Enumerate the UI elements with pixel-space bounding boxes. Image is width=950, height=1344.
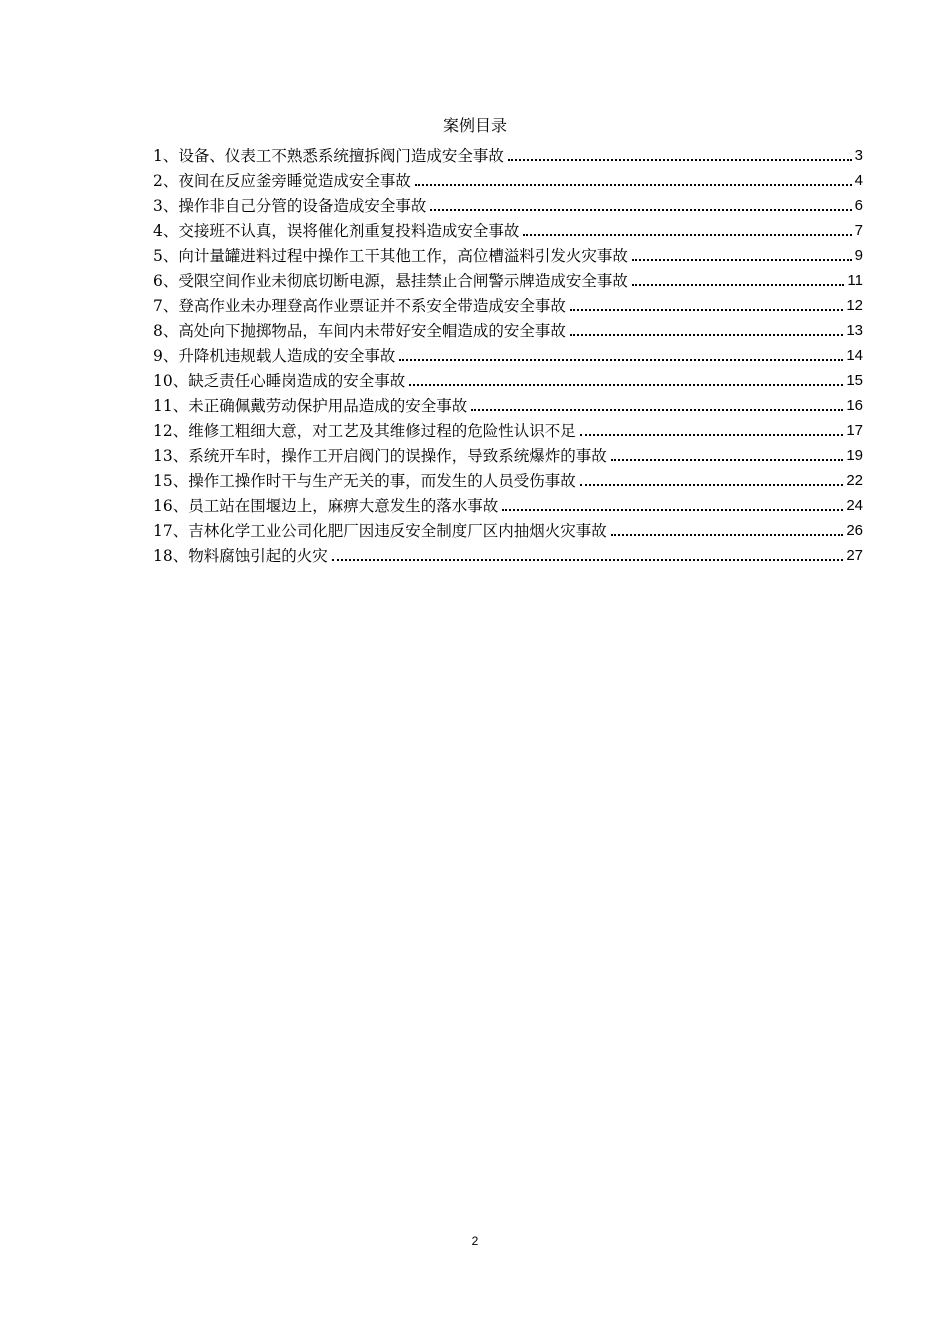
- dot-leader: [415, 184, 852, 186]
- toc-entry-separator: 、: [172, 547, 189, 565]
- dot-leader: [471, 409, 843, 411]
- toc-entry-number: 12: [153, 422, 173, 440]
- toc-entry-page-number: 6: [854, 197, 863, 214]
- toc-entry-number: 16: [153, 497, 173, 515]
- toc-entry-separator: 、: [172, 422, 189, 440]
- toc-entry-title: 维修工粗细大意，对工艺及其维修过程的危险性认识不足: [188, 422, 576, 440]
- toc-entry[interactable]: [153, 491, 863, 516]
- toc-entry-title: 操作工操作时干与生产无关的事，而发生的人员受伤事故: [188, 472, 576, 490]
- toc-entry-title: 物料腐蚀引起的火灾: [188, 547, 328, 565]
- toc-entry-separator: 、: [172, 472, 189, 490]
- toc-entry-number: 17: [153, 522, 173, 540]
- toc-entry-title: 吉林化学工业公司化肥厂因违反安全制度厂区内抽烟火灾事故: [188, 522, 607, 540]
- toc-entry-separator: 、: [172, 522, 189, 540]
- toc-entry-number: 2: [153, 172, 163, 190]
- toc-entry-title: 高处向下抛掷物品，车间内未带好安全帽造成的安全事故: [178, 322, 566, 340]
- toc-entry-page-number: 3: [854, 147, 863, 164]
- toc-entry-page-number: 14: [846, 347, 863, 364]
- toc-entry[interactable]: [153, 266, 863, 291]
- toc-entry-separator: 、: [162, 197, 179, 215]
- page-number-footer: 2: [471, 1234, 479, 1248]
- toc-entry-number: 1: [153, 147, 163, 165]
- table-of-contents: [153, 141, 863, 566]
- toc-entry-title: 操作非自己分管的设备造成安全事故: [178, 197, 427, 215]
- toc-entry[interactable]: [153, 541, 863, 566]
- toc-entry[interactable]: [153, 216, 863, 241]
- dot-leader: [508, 159, 852, 161]
- toc-entry-page-number: 13: [846, 322, 863, 339]
- toc-entry-separator: 、: [162, 247, 179, 265]
- toc-entry-page-number: 7: [854, 222, 863, 239]
- toc-entry-number: 5: [153, 247, 163, 265]
- toc-entry-number: 3: [153, 197, 163, 215]
- toc-entry-separator: 、: [162, 347, 179, 365]
- toc-entry-page-number: 15: [846, 372, 863, 389]
- toc-entry-title: 受限空间作业未彻底切断电源，悬挂禁止合闸警示牌造成安全事故: [178, 272, 628, 290]
- dot-leader: [580, 484, 844, 486]
- toc-entry-title: 升降机违规载人造成的安全事故: [178, 347, 396, 365]
- toc-entry-separator: 、: [162, 147, 179, 165]
- toc-entry-number: 18: [153, 547, 173, 565]
- toc-entry-number: 8: [153, 322, 163, 340]
- toc-entry[interactable]: [153, 466, 863, 491]
- toc-entry-separator: 、: [172, 497, 189, 515]
- toc-entry-title: 设备、仪表工不熟悉系统擅拆阀门造成安全事故: [178, 147, 504, 165]
- toc-entry-number: 13: [153, 447, 173, 465]
- toc-entry-separator: 、: [162, 272, 179, 290]
- toc-entry-page-number: 12: [846, 297, 863, 314]
- toc-entry[interactable]: [153, 441, 863, 466]
- toc-entry-separator: 、: [162, 322, 179, 340]
- toc-entry[interactable]: [153, 166, 863, 191]
- toc-entry[interactable]: [153, 241, 863, 266]
- toc-entry[interactable]: [153, 316, 863, 341]
- dot-leader: [611, 459, 844, 461]
- toc-entry-separator: 、: [172, 397, 189, 415]
- toc-entry-page-number: 26: [846, 522, 863, 539]
- toc-entry-number: 4: [153, 222, 163, 240]
- toc-entry-page-number: 11: [847, 272, 863, 289]
- toc-entry[interactable]: [153, 291, 863, 316]
- toc-entry-page-number: 4: [854, 172, 863, 189]
- toc-entry-title: 登高作业未办理登高作业票证并不系安全带造成安全事故: [178, 297, 566, 315]
- dot-leader: [632, 284, 845, 286]
- toc-entry-page-number: 24: [846, 497, 863, 514]
- toc-entry-page-number: 17: [846, 422, 863, 439]
- toc-entry-page-number: 19: [846, 447, 863, 464]
- toc-entry-title: 缺乏责任心睡岗造成的安全事故: [188, 372, 406, 390]
- toc-entry[interactable]: [153, 516, 863, 541]
- toc-entry-page-number: 9: [854, 247, 863, 264]
- toc-entry[interactable]: [153, 141, 863, 166]
- toc-entry[interactable]: [153, 341, 863, 366]
- toc-entry-number: 9: [153, 347, 163, 365]
- dot-leader: [611, 534, 844, 536]
- toc-entry-page-number: 27: [846, 547, 863, 564]
- toc-entry-number: 10: [153, 372, 173, 390]
- dot-leader: [409, 384, 843, 386]
- toc-entry-title: 系统开车时，操作工开启阀门的误操作，导致系统爆炸的事故: [188, 447, 607, 465]
- dot-leader: [399, 359, 843, 361]
- toc-entry-number: 7: [153, 297, 163, 315]
- toc-entry[interactable]: [153, 366, 863, 391]
- dot-leader: [430, 209, 851, 211]
- dot-leader: [523, 234, 851, 236]
- toc-entry-separator: 、: [162, 222, 179, 240]
- toc-entry-separator: 、: [172, 447, 189, 465]
- dot-leader: [332, 559, 844, 561]
- toc-entry-title: 未正确佩戴劳动保护用品造成的安全事故: [188, 397, 468, 415]
- dot-leader: [570, 309, 843, 311]
- toc-entry-separator: 、: [162, 172, 179, 190]
- toc-entry[interactable]: [153, 391, 863, 416]
- toc-entry-title: 夜间在反应釜旁睡觉造成安全事故: [178, 172, 411, 190]
- toc-entry-separator: 、: [172, 372, 189, 390]
- toc-entry-number: 15: [153, 472, 173, 490]
- toc-entry-title: 向计量罐进料过程中操作工干其他工作，高位槽溢料引发火灾事故: [178, 247, 628, 265]
- toc-entry-title: 交接班不认真，误将催化剂重复投料造成安全事故: [178, 222, 520, 240]
- dot-leader: [502, 509, 843, 511]
- dot-leader: [632, 259, 852, 261]
- toc-entry-title: 员工站在围堰边上，麻痹大意发生的落水事故: [188, 497, 499, 515]
- toc-entry-page-number: 22: [846, 472, 863, 489]
- dot-leader: [580, 434, 844, 436]
- dot-leader: [570, 334, 843, 336]
- toc-entry-separator: 、: [162, 297, 179, 315]
- toc-entry[interactable]: [153, 416, 863, 441]
- toc-entry[interactable]: [153, 191, 863, 216]
- toc-entry-number: 11: [153, 397, 173, 415]
- toc-title: 案例目录: [442, 116, 507, 135]
- toc-entry-number: 6: [153, 272, 163, 290]
- toc-entry-page-number: 16: [846, 397, 863, 414]
